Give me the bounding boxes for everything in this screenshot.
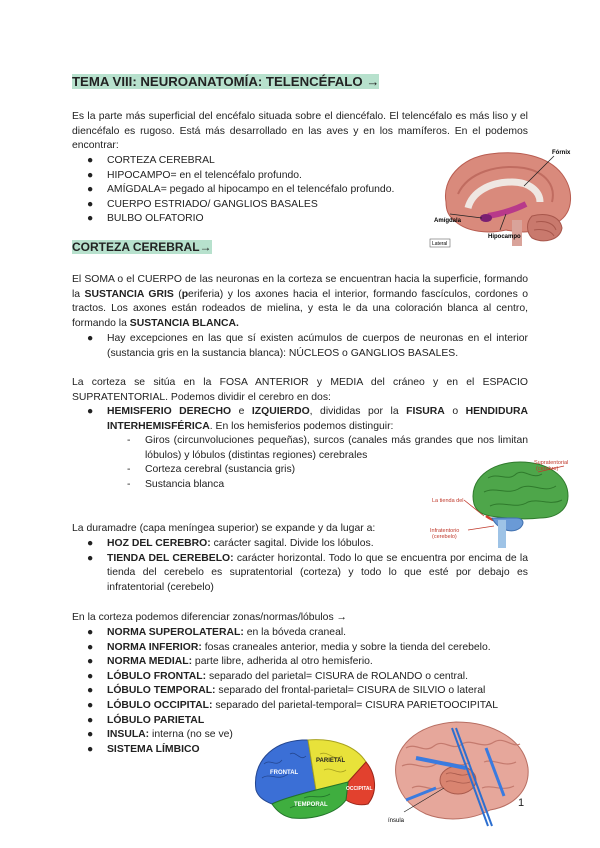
list-item: ● AMÍGDALA= pegado al hipocampo en el telencéfalo profundo. — [87, 184, 395, 196]
hipocampo-label: Hipocampo — [488, 234, 521, 240]
list-item: - Corteza cerebral (sustancia gris) — [127, 464, 296, 476]
supratentorial-label: Supratentorial (cerebro) — [534, 460, 569, 472]
list-item: ● LÓBULO TEMPORAL: separado del frontal-parietal= CISURA de SILVIO o lateral — [87, 685, 486, 697]
fosa-paragraph: La corteza se sitúa en la FOSA ANTERIOR y MEDIA del cráneo y en el ESPACIO SUPRATENTORIAL. Podemos dividir el cerebro en dos: — [72, 377, 528, 403]
limbic-brain-figure — [428, 142, 588, 248]
infratentorial-label: Infratentorio (cerebelo) — [430, 528, 460, 540]
zonas-paragraph: En la corteza podemos diferenciar zonas/normas/lóbulos → — [72, 612, 347, 623]
soma-paragraph: El SOMA o el CUERPO de las neuronas en la corteza se encuentran hacia la superficie, formando la SUSTANCIA GRIS (periferia) y los axones hacia el interior, formando fascículos, cordones o tractos. Los axones están rodeados de mielina, y esta le da una coloración blanca al centro, formando la SUSTANCIA BLANCA. — [72, 274, 528, 329]
frontal-label: FRONTAL — [270, 770, 299, 776]
list-item: ● INSULA: interna (no se ve) — [87, 729, 233, 741]
list-item: ● BULBO OLFATORIO — [87, 213, 204, 225]
lateral-tag: Lateral — [432, 241, 448, 247]
list-item: - Sustancia blanca — [127, 478, 225, 490]
lobes-brain-figure — [250, 734, 382, 824]
parietal-label: PARIETAL — [316, 758, 346, 764]
insula-label: ínsula — [388, 818, 405, 824]
list-item: ● LÓBULO FRONTAL: separado del parietal= CISURA de ROLANDO o central. — [87, 670, 468, 682]
list-item: ● TIENDA DEL CEREBELO: carácter horizontal. Todo lo que se encuentra por encima de la tienda del cerebelo es supratentorial (corteza) y todo lo que esté por debajo es infratentorial (cerebelo) — [87, 552, 528, 593]
intro-paragraph: Es la parte más superficial del encéfalo situada sobre el diencéfalo. El telencéfalo es más liso y el diencéfalo es rugoso. Está más desarrollado en las aves y en los mamíferos. En el podemos encontrar: — [72, 111, 528, 152]
list-item: ● HEMISFERIO DERECHO e IZQUIERDO, divididas por la FISURA o HENDIDURA INTERHEMISFÉRICA. En los hemisferios podemos distinguir: — [87, 406, 528, 432]
list-item: ● HOZ DEL CEREBRO: carácter sagital. Divide los lóbulos. — [87, 538, 374, 549]
page-title: TEMA VIII: NEUROANATOMÍA: TELENCÉFALO → — [72, 74, 380, 89]
list-item: ● NORMA INFERIOR: fosas craneales anterior, media y sobre la tienda del cerebelo. — [87, 641, 491, 653]
list-item: ● CORTEZA CEREBRAL — [87, 155, 215, 166]
occipital-label: OCCIPITAL — [346, 786, 373, 792]
fornix-label: Fórnix — [552, 150, 571, 156]
insula-brain-figure — [386, 718, 536, 830]
hemisferio-list — [87, 405, 528, 434]
list-item: ● SISTEMA LÍMBICO — [87, 743, 200, 755]
list-item: ● LÓBULO PARIETAL — [87, 714, 205, 726]
soma-list — [87, 332, 528, 361]
duramadre-paragraph: La duramadre (capa meníngea superior) se expande y da lugar a: — [72, 523, 376, 534]
list-item: ● HIPOCAMPO= en el telencéfalo profundo. — [87, 169, 302, 181]
intro-list — [87, 154, 427, 227]
page-number: 1 — [518, 797, 525, 809]
duramadre-list — [87, 537, 528, 595]
temporal-label: TEMPORAL — [294, 802, 328, 808]
list-item: - Giros (circunvoluciones pequeñas), surcos (canales más grandes que nos limitan lóbulos) y lóbulos (distintas regiones) cerebrales — [127, 435, 528, 461]
list-item: ● Hay excepciones en las que sí existen acúmulos de cuerpos de neuronas en el interior (sustancia gris en la sustancia blanca): NÚCLEOS o GANGLIOS BASALES. — [87, 333, 528, 359]
list-item: ● NORMA MEDIAL: parte libre, adherida al otro hemisferio. — [87, 656, 373, 668]
section-title: CORTEZA CEREBRAL→ — [72, 240, 212, 254]
amigdala-label: Amígdala — [434, 218, 462, 224]
list-item: ● CUERPO ESTRIADO/ GANGLIOS BASALES — [87, 198, 318, 210]
tienda-label: La tienda del — [432, 498, 464, 504]
list-item: ● LÓBULO OCCIPITAL: separado del parietal-temporal= CISURA PARIETOOCIPITAL — [87, 699, 499, 711]
list-item: ● NORMA SUPEROLATERAL: en la bóveda craneal. — [87, 627, 347, 638]
